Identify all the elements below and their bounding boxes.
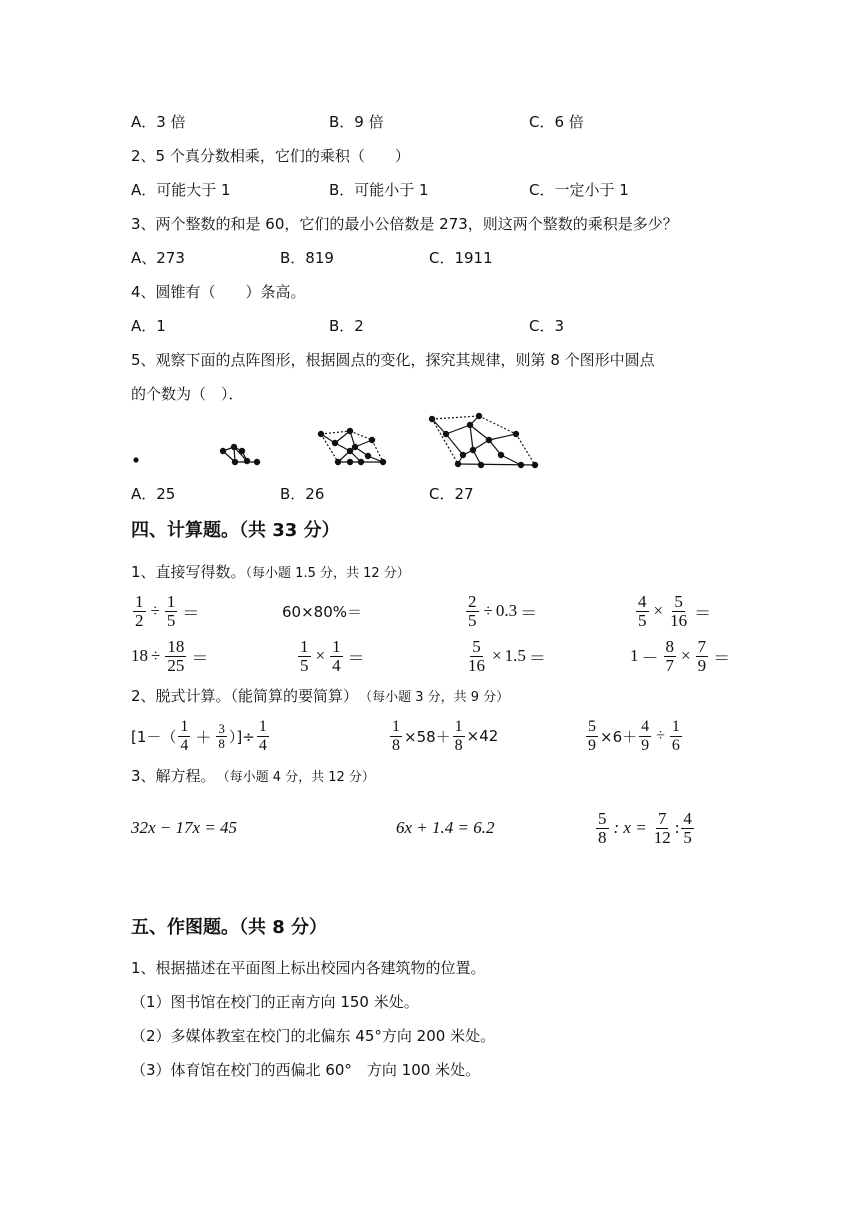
fraction: $\frac{18}{25}$ [167,636,185,675]
section4-part1-title [131,562,410,584]
dot-figure-4 [429,413,537,467]
q5-option-a: A．25 [131,485,176,503]
direct-expr-7: $\frac{5}{16}$ × 1.5 ＝ [468,636,546,675]
fraction: $\frac{1}{2}$ [135,591,144,630]
section5-title: 五、作图题。（共 8 分） [131,917,328,938]
direct-expr-1: $\frac{1}{2}$ ÷ $\frac{1}{5}$ ＝ [135,591,200,630]
section5-item-2: （2）多媒体教室在校门的北偏东 45°方向 200 米处。 [131,1027,496,1045]
q3-stem: 3、两个整数的和是 60，它们的最小公倍数是 273，则这两个整数的乘积是多少？ [131,215,678,233]
stepwise-expr-1: [1－（ $\frac{1}{4}$ ＋ $\frac{3}{8}$ ）]÷ $\frac{1}{4}$ [131,717,267,754]
section4-part3-title [131,766,375,788]
stepwise-expr-3: $\frac{5}{9}$ ×6＋ $\frac{4}{9}$ ÷ $\frac{1}{6}$ [588,717,680,754]
dot-figure-2 [220,444,259,464]
part3-title-text: 3、解方程。 [131,767,209,785]
q5-option-b: B．26 [280,485,325,503]
part2-title-text: 2、脱式计算。（能简算的要简算） [131,687,351,705]
direct-expr-2: 60×80%＝ [282,602,362,621]
equation-3: $\frac{5}{8}$ : x = $\frac{7}{12}$ : $\frac{4}{5}$ [598,808,692,847]
fraction: $\frac{8}{7}$ [665,636,674,675]
q2-option-c: C．一定小于 1 [529,181,629,199]
q5-stem-line2: 的个数为（ ）． [131,385,244,403]
direct-expr-5: 18 ÷ $\frac{18}{25}$ ＝ [131,636,209,675]
q5-stem-line1: 5、观察下面的点阵图形，根据圆点的变化，探究其规律，则第 8 个图形中圆点 [131,351,655,369]
fraction: $\frac{5}{8}$ [598,808,607,847]
direct-expr-3: $\frac{2}{5}$ ÷ 0.3 ＝ [468,591,538,630]
part1-title-text: 1、直接写得数。 [131,563,246,581]
fraction: $\frac{5}{16}$ [468,636,485,675]
q1-option-c: C．6 倍 [529,113,584,131]
q4-option-c: C．3 [529,317,565,335]
q5-option-c: C．27 [429,485,474,503]
section4-title: 四、计算题。（共 33 分） [131,520,340,541]
fraction: $\frac{5}{9}$ [588,717,596,754]
q4-option-b: B．2 [329,317,364,335]
direct-expr-8: 1 － $\frac{8}{7}$ × $\frac{7}{9}$ ＝ [630,636,731,675]
stepwise-expr-2: $\frac{1}{8}$ ×58＋ $\frac{1}{8}$ ×42 [392,717,499,754]
q3-option-c: C．1911 [429,249,493,267]
fraction: $\frac{1}{4}$ [180,717,189,754]
fraction: $\frac{1}{4}$ [332,636,341,675]
q4-option-a: A．1 [131,317,166,335]
fraction: $\frac{7}{9}$ [697,636,707,675]
section4-part2-title [131,686,509,708]
part3-note: （每小题 4 分，共 12 分） [223,770,375,785]
q4-stem: 4、圆锥有（ ）条高。 [131,283,306,301]
equation-1: 32x − 17x = 45 [131,818,238,837]
dot-pattern-figures [125,410,545,470]
q2-option-b: B．可能小于 1 [329,181,429,199]
fraction: $\frac{1}{5}$ [300,636,309,675]
q3-option-a: A、273 [131,249,185,267]
q2-option-a: A．可能大于 1 [131,181,231,199]
fraction: $\frac{4}{9}$ [641,717,650,754]
fraction: $\frac{1}{8}$ [392,717,400,754]
q1-option-a: A．3 倍 [131,113,186,131]
q1-option-b: B．9 倍 [329,113,384,131]
direct-expr-4: $\frac{4}{5}$ × $\frac{5}{16}$ ＝ [638,591,712,630]
q2-stem: 2、5 个真分数相乘，它们的乘积（ ） [131,147,410,165]
fraction: $\frac{5}{16}$ [670,591,688,630]
section5-part1: 1、根据描述在平面图上标出校园内各建筑物的位置。 [131,959,486,977]
fraction: $\frac{1}{6}$ [671,717,680,754]
fraction: $\frac{1}{4}$ [258,717,267,754]
fraction: $\frac{3}{8}$ [218,720,225,751]
dot-figure-3 [318,428,385,464]
direct-expr-6: $\frac{1}{5}$ × $\frac{1}{4}$ ＝ [300,636,365,675]
fraction: $\frac{2}{5}$ [468,591,477,630]
section5-item-3: （3）体育馆在校门的西偏北 60° 方向 100 米处。 [131,1061,481,1079]
fraction: $\frac{4}{5}$ [638,591,647,630]
fraction: $\frac{4}{5}$ [683,808,692,847]
q3-option-b: B．819 [280,249,334,267]
part2-note: （每小题 3 分，共 9 分） [365,690,510,705]
fraction: $\frac{1}{5}$ [166,591,176,630]
fraction: $\frac{1}{8}$ [454,717,463,754]
dot-figure-1 [133,457,138,462]
part1-note: （每小题 1.5 分，共 12 分） [245,566,410,581]
fraction: $\frac{7}{12}$ [653,808,671,847]
section5-item-1: （1）图书馆在校门的正南方向 150 米处。 [131,993,419,1011]
equation-2: 6x + 1.4 = 6.2 [396,818,495,837]
